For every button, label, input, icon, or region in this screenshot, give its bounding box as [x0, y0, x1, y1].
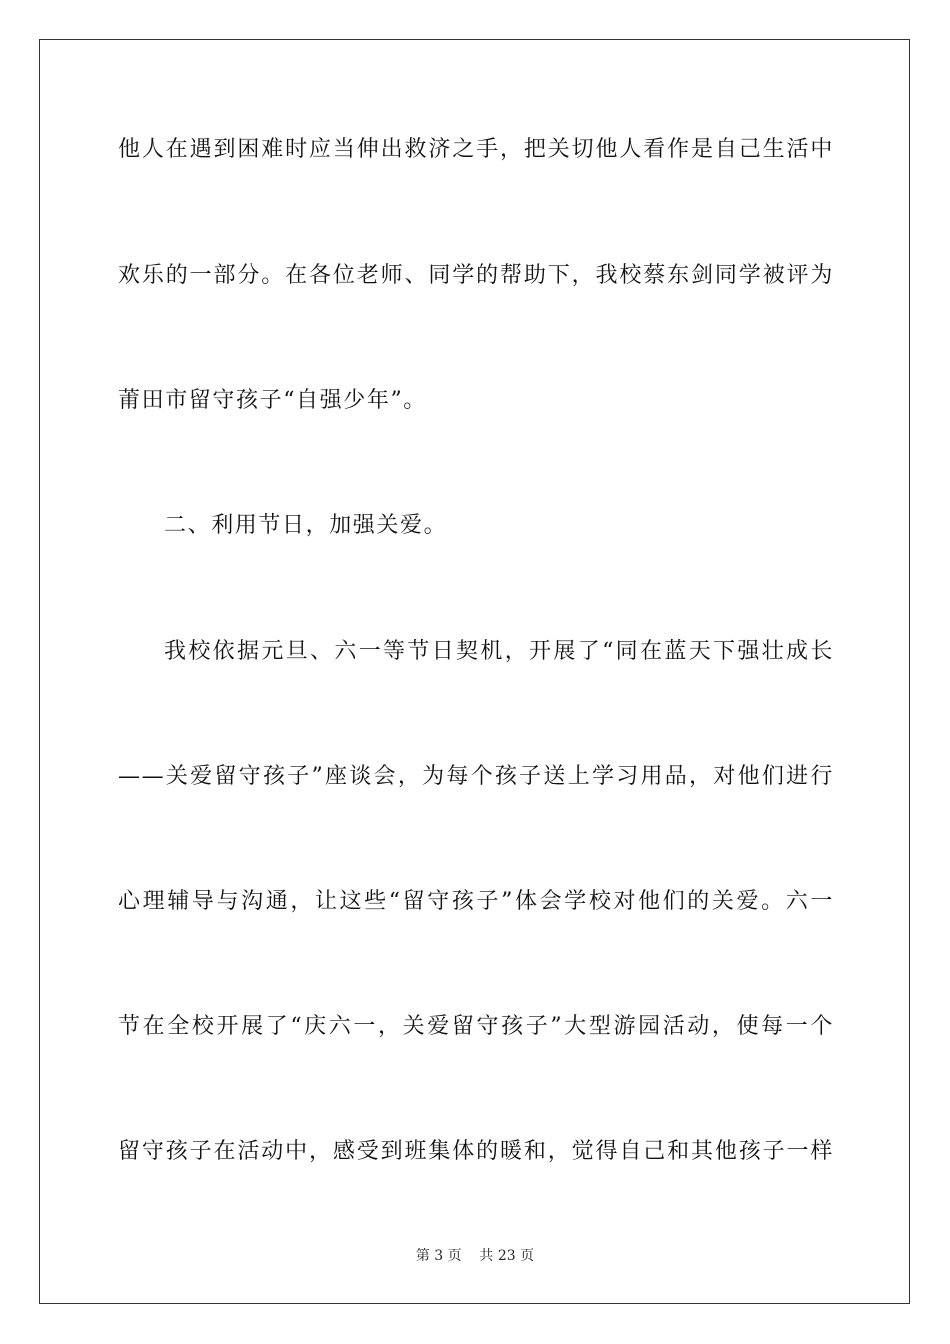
body-line-3: 莆田市留守孩子“自强少年”。	[118, 388, 427, 413]
body-line-5: 我校依据元旦、六一等节日契机，开展了“同在蓝天下强壮成长	[164, 639, 834, 664]
body-line-7: 心理辅导与沟通，让这些“留守孩子”体会学校对他们的关爱。六一	[118, 889, 834, 914]
section-heading: 二、利用节日，加强关爱。	[164, 513, 448, 538]
body-line-1: 他人在遇到困难时应当伸出救济之手，把关切他人看作是自己生活中	[118, 137, 834, 162]
body-line-8: 节在全校开展了“庆六一，关爱留守孩子”大型游园活动，使每一个	[118, 1014, 834, 1039]
body-line-6: ——关爱留守孩子”座谈会，为每个孩子送上学习用品，对他们进行	[118, 764, 834, 789]
body-line-9: 留守孩子在活动中，感受到班集体的暖和，觉得自己和其他孩子一样	[118, 1139, 834, 1164]
page-number-footer: 第 3 页 共 23 页	[415, 1248, 535, 1264]
body-line-2: 欢乐的一部分。在各位老师、同学的帮助下，我校蔡东剑同学被评为	[118, 263, 834, 288]
page-frame	[39, 39, 910, 1304]
